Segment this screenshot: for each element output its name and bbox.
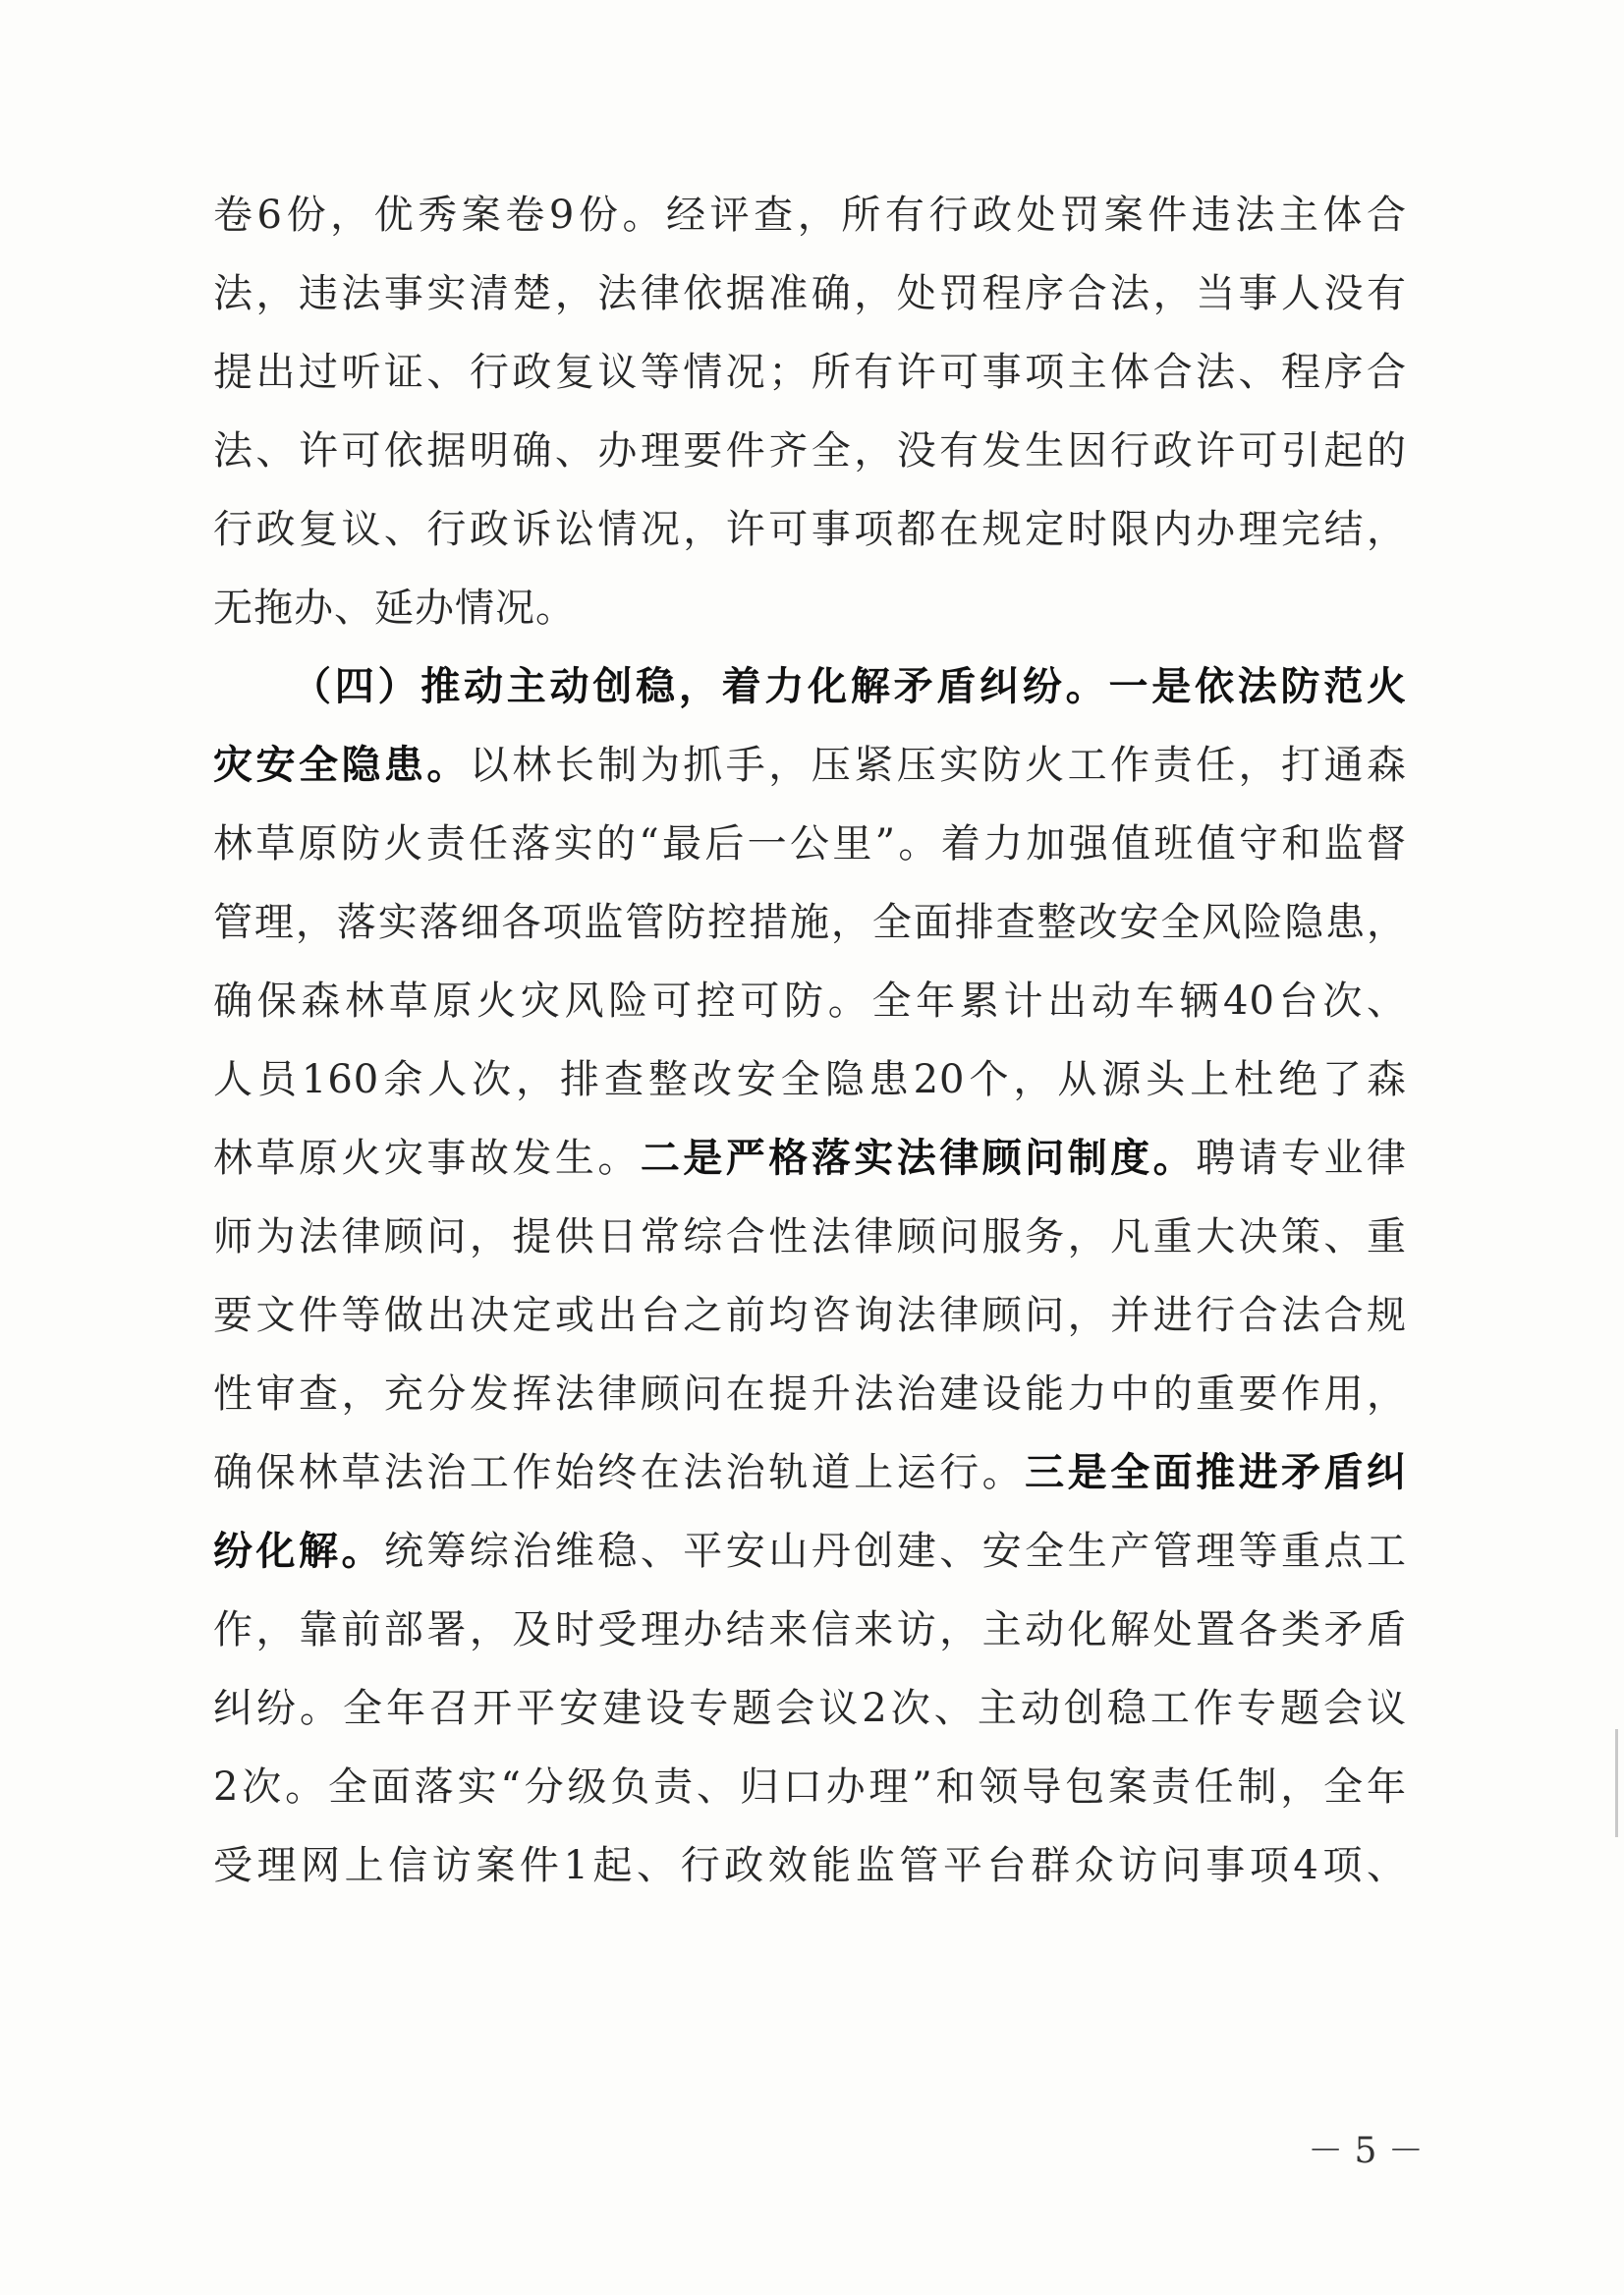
body-line: 性审查，充分发挥法律顾问在提升法治建设能力中的重要作用， [213,1371,1407,1417]
body-line: 受理网上信访案件1起、行政效能监管平台群众访问事项4项、 [213,1843,1407,1888]
scan-edge-mark [1615,1729,1618,1837]
body-text: 确保林草法治工作始终在法治轨道上运行。 [213,1450,1026,1495]
body-line: 法，违法事实清楚，法律依据准确，处罚程序合法，当事人没有 [213,271,1407,316]
body-line: 行政复议、行政诉讼情况，许可事项都在规定时限内办理完结， [213,507,1407,552]
body-line: 卷6份，优秀案卷9份。经评查，所有行政处罚案件违法主体合 [213,193,1407,238]
body-line: 人员160余人次，排查整改安全隐患20个，从源头上杜绝了森 [213,1057,1407,1102]
subheading-1: 一是依法防范火 [1108,663,1407,709]
subheading-1-cont: 灾安全隐患。 [213,742,470,788]
body-line [213,726,1407,805]
body-line: 法、许可依据明确、办理要件齐全，没有发生因行政许可引起的 [213,428,1407,474]
subheading-3-cont: 纷化解。 [213,1528,384,1574]
body-line [213,1433,1407,1512]
body-line: 2次。全面落实“分级负责、归口办理”和领导包案责任制，全年 [213,1764,1407,1810]
body-line: 无拖办、延办情况。 [213,586,576,631]
body-line: 林草原防火责任落实的“最后一公里”。着力加强值班值守和监督 [213,821,1407,867]
body-line [213,1119,1407,1198]
body-line: 要文件等做出决定或出台之前均咨询法律顾问，并进行合法合规 [213,1293,1407,1338]
body-line: 作，靠前部署，及时受理办结来信来访，主动化解处置各类矛盾 [213,1607,1407,1652]
section-heading: （四）推动主动创稳，着力化解矛盾纠纷。 [292,663,1109,709]
subheading-3: 三是全面推进矛盾纠 [1025,1449,1407,1495]
body-line: 管理，落实落细各项监管防控措施，全面排查整改安全风险隐患， [213,900,1407,945]
page-number: － 5 － [1308,2131,1424,2171]
body-text: 统筹综治维稳、平安山丹创建、安全生产管理等重点工 [383,1529,1407,1574]
body-line: 纠纷。全年召开平安建设专题会议2次、主动创稳工作专题会议 [213,1686,1407,1731]
body-text: 聘请专业律 [1196,1136,1407,1181]
body-line: 确保森林草原火灾风险可控可防。全年累计出动车辆40台次、 [213,979,1407,1024]
body-line: 提出过听证、行政复议等情况；所有许可事项主体合法、程序合 [213,350,1407,395]
subheading-2: 二是严格落实法律顾问制度。 [640,1135,1197,1181]
section-heading-line [292,647,1407,726]
body-text: 林草原火灾事故发生。 [213,1136,641,1181]
body-line [213,1512,1407,1591]
body-line: 师为法律顾问，提供日常综合性法律顾问服务，凡重大决策、重 [213,1214,1407,1259]
body-text: 以林长制为抓手，压紧压实防火工作责任，打通森 [469,743,1407,788]
